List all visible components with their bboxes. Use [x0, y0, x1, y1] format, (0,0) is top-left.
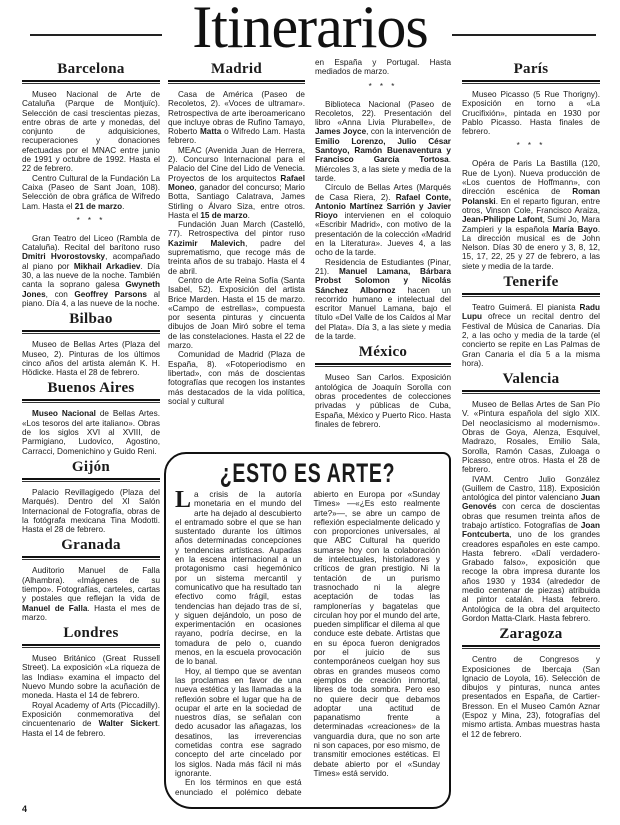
listing-paragraph: Círculo de Bellas Artes (Marqués de Casa Riera, 2). Rafael Conte, Antonio Martínez Sarrión y Javier Rioyo intervienen en el coloquio «Escribir Madrid», con motivo de la presentación de la colección «Madrid en la Literatura». Jueves 4, a las ocho de la tarde. [315, 183, 451, 258]
section-madrid [168, 60, 305, 406]
city-heading: Buenos Aires [47, 380, 135, 397]
column-2 [168, 58, 305, 406]
section-granada [22, 536, 160, 622]
listing-paragraph: Opéra de Paris La Bastilla (120, Rue de Lyon). Nueva producción de «Los cuentos de Hoffmann», con dirección escénica de Roman Polanski. En el reparto figuran, entre otros, Vinson Cole, Francisco Araiza, Jean-Philippe Lafont, Sumi Jo, Mara Zampieri y la española María Bayo. La dirección musical es de John Nelson. Días 30 de enero y 3, 8, 12, 15, 17, 22, 25 y 27 de febrero, a las siete y media de la tarde. [462, 159, 600, 271]
bold-name: Emilio Lorenzo, Julio César Santoyo, Ramón Buenaventura y Francisco García Tortosa [315, 136, 451, 165]
essay-paragraph: En los términos en que está enunciado el polémico debate abierto en Europa por «Sunday Times» —«¿Es esto realmente arte?»—, se abre un campo de reflexión especialmente delicado y con proporciones universales, al que ABC Cultural ha querido sumarse hoy con la colaboración de intelectuales, historiadores y críticos de gran prestigio. Ni la tentación de un purismo trasnochado ni la alegre aceptación de todas las ramplonerías y bagatelas que circulan hoy por el mundo del arte, pueden simplificar el dilema al que conduce este debate. Artistas que en su época fueron denigrados por el juicio de sus contemporáneos cuelgan hoy sus obras en grandes museos como ejemplos de creación inmortal, libres de toda sombra. Pero eso no quiere decir que debamos adoptar una actitud de papanatismo frente a determinadas «creaciones» de la vanguardia dura, que no son arte ni son capaces, por eso mismo, de transmitir emociones estéticas. El debate abierto por el «Sunday Times» está servido. [175, 490, 441, 797]
city-heading: Valencia [502, 371, 560, 388]
city-heading: Granada [61, 537, 121, 554]
title-rule-left [30, 34, 162, 36]
heading-rule [22, 399, 160, 403]
title-rule-right [452, 34, 596, 36]
city-heading: Bilbao [69, 311, 113, 328]
essay-title: ¿ESTO ES ARTE? [219, 458, 396, 488]
listing-paragraph: Gran Teatro del Liceo (Rambla de Cataluña). Recital del barítono ruso Dmitri Hvorostovsky, acompañado al piano por Mikhail Arkadiev. Día 30, a las nueve de la noche. También canta la soprano galesa Gwyneth Jones, con Geoffrey Parsons al piano. Día 4, a las nueve de la noche. [22, 233, 160, 308]
listing-paragraph: Biblioteca Nacional (Paseo de Recoletos, 22). Presentación del libro «Anna Livia Plurabelle», de James Joyce, con la intervención de Emilio Lorenzo, Julio César Santoyo, Ramón Buenaventura y Francisco García Tortosa. Miércoles 3, a las siete y media de la tarde. [315, 99, 452, 183]
heading-rule [462, 293, 600, 297]
heading-rule [462, 645, 600, 649]
separator: * * * [516, 141, 546, 151]
listing-paragraph: Comunidad de Madrid (Plaza de España, 8). «Fotoperiodismo en libertad», con más de doscientas fotografías que recogen los instantes más destacados de la vida política, social y cultural [168, 350, 305, 406]
city-heading: Barcelona [57, 61, 125, 77]
section-bilbao [22, 310, 160, 377]
listing-paragraph: Fundación Juan March (Castelló, 77). Retrospectiva del pintor ruso Kazimir Malevich, padre del suprematismo, que recoge más de treinta años de su trabajo. Hasta el 4 de abril. [168, 220, 305, 276]
essay-box [164, 452, 451, 809]
bold-name: 15 de marzo [200, 210, 248, 220]
heading-rule [22, 556, 160, 560]
section-gijón [22, 458, 160, 534]
listing-paragraph: Museo San Carlos. Exposición antológica de Joaquín Sorolla con obras procedentes de colecciones privadas y públicas de Cuba, España, México y Puerto Rico. Hasta finales de febrero. [315, 373, 451, 429]
listing-paragraph: Museo Nacional de Bellas Artes. «Los tesoros del arte italiano». Obras de los siglos XVI al XVIII, de Parmigiano, Ludovico, Agostino, Carracci, Domenichino y Guido Reni. [22, 409, 160, 456]
section-méxico [315, 343, 451, 429]
city-heading: México [358, 344, 408, 361]
listing-paragraph: Auditorio Manuel de Falla (Alhambra). «Imágenes de su tiempo». Fotografías, carteles, cartas y postales que reflejan la vida de Manuel de Falla. Hasta el mes de marzo. [22, 566, 160, 622]
section-londres [22, 624, 160, 738]
section-valencia [462, 370, 600, 623]
bold-name: María Bayo [552, 224, 598, 234]
listing-paragraph: Museo de Bellas Artes de San Pío V. «Pintura española del siglo XIX. Del neoclasicismo al modernismo». Obras de Goya, Alenza, Esquivel, Madrazo, Rosales, Emilio Sala, Sorolla, Ramón Casas, Zuloaga o Picasso, entre otros. Hasta el 28 de febrero. [462, 400, 600, 475]
section-barcelona [22, 60, 160, 308]
listing-paragraph: Centro Cultural de la Fundación La Caixa (Paseo de Sant Joan, 108). Selección de obra gráfica de Wifredo Lam. Hasta el 21 de marzo. [22, 173, 160, 211]
bold-name: Museo Nacional [32, 409, 96, 419]
listing-paragraph: MEAC (Avenida Juan de Herrera, 2). Concurso Internacional para el Palacio del Cine del Lido de Venecia. Proyectos de los arquitectos Rafael Moneo, ganador del concurso; Mario Botta, Santiago Calatrava, James Stirling o Álvaro Siza, entre otros. Hasta el 15 de marzo. [168, 145, 305, 220]
page-number: 4 [22, 804, 28, 814]
city-heading: París [513, 61, 549, 77]
bold-name: Juan Genovés [462, 493, 600, 512]
heading-rule [22, 478, 160, 482]
section-parís [462, 60, 600, 271]
listing-paragraph: Museo de Bellas Artes (Plaza del Museo, 2). Pinturas de los últimos cinco años del artista alemán K. H. Hödicke. Hasta el 28 de febrero. [22, 340, 160, 378]
essay-paragraph: Hoy, al tiempo que se aventan las proclamas en favor de una nueva estética y las llamadas a la reflexión sobre el lugar que ha de ocupar el arte en la sociedad de nuestros días, se señalan con dedo acusador las añagazas, los desatinos, las irreverencias cometidas contra ese sagrado concepto del arte cincelado por los siglos. Nada más fácil ni más ignorante. [175, 666, 302, 778]
bold-name: Jean-Philippe Lafont [462, 215, 543, 225]
bold-name: Matta [199, 127, 222, 137]
column-3 [315, 58, 451, 429]
bold-name: Dmitri Hvorostovsky [22, 252, 106, 262]
listing-paragraph: IVAM. Centro Julio González (Guillem de Castro, 118). Exposición antológica del pintor valenciano Juan Genovés con cerca de doscientas obras que resumen treinta años de trabajo artístico. Fotografías de Joan Fontcuberta, uno de los grandes creadores españoles en este campo. Hasta febrero. «Dalí verdadero-Grabado falso», exposición que recoge la obra impresa durante los años 1930 y 1934 (alrededor de medio centenar de piezas) atribuida al pintor catalán. Hasta febrero. Antológica de la obra del arquitecto Gordon Matta-Clark. Hasta febrero. [462, 474, 600, 623]
bold-name: Radu Lupu [462, 303, 600, 322]
listing-paragraph: Palacio Revillagigedo (Plaza del Marqués). Dentro del XI Salón Internacional de Fotografía, obras de la fotógrafa mexicana Tina Modotti. Hasta el 28 de febrero. [22, 487, 160, 535]
heading-rule [168, 80, 305, 84]
bold-name: Roman Polanski [462, 187, 600, 206]
column-4 [462, 58, 600, 739]
bold-name: Geoffrey Parsons [74, 289, 147, 299]
section-zaragoza [462, 625, 600, 739]
heading-rule [462, 390, 600, 394]
heading-rule [22, 644, 160, 648]
section-tenerife [462, 273, 600, 368]
bold-name: Manuel Lamana, Bárbara Probst Solomon y Nicolás Sánchez Albornoz [315, 266, 451, 295]
heading-rule [315, 363, 451, 367]
essay-paragraph: La crisis de la autoría monetaria en el mundo del arte ha dejado al descubierto el entramado sobre el que se han sustentado durante los últimos años determinadas concepciones y tendencias artísticas. Aupadas en la escena internacional a un protagonismo casi hegemónico por un sistema mercantil y comunicativo que ha resultado tan efectivo como frágil, estas tendencias han dejado tras de sí, y siguen dejándolo, un poso de experimentación en ocasiones rayano, podría decirse, en la tomadura de pelo o, cuando menos, en la escuela provocación de lo banal. [175, 487, 302, 667]
column-1 [22, 58, 160, 738]
listing-paragraph: en España y Portugal. Hasta mediados de marzo. [315, 58, 451, 77]
separator: * * * [368, 81, 398, 91]
listing-paragraph: Residencia de Estudiantes (Pinar, 21). Manuel Lamana, Bárbara Probst Solomon y Nicolás Sánchez Albornoz hacen un recorrido humano e intelectual del escritor Manuel Lamana, bajo el título «Del Valle de los Caídos al Mar del Plata». Día 3, a las siete y media de la tarde. [315, 257, 451, 342]
bold-name: Gwyneth Jones [22, 280, 160, 299]
bold-name: Joan Fontcuberta [462, 520, 600, 540]
bold-name: James Joyce [315, 127, 367, 137]
bold-name: Mikhail Arkadiev [73, 261, 141, 271]
heading-rule [22, 80, 160, 84]
city-heading: Zaragoza [499, 626, 563, 643]
city-heading: Londres [63, 625, 119, 642]
bold-name: Walter Sickert [98, 719, 158, 729]
bold-name: Rafael Moneo [168, 173, 305, 192]
listing-paragraph: Royal Academy of Arts (Piccadilly). Exposición conmemorativa del cincuentenario de Walter Sickert. Hasta el 14 de febrero. [22, 700, 160, 738]
listing-paragraph: Centro de Arte Reina Sofía (Santa Isabel, 52). Exposición del artista Brice Marden. Hasta el 15 de marzo. «Campo de estrellas», compuesta por sesenta pinturas y cincuenta dibujos de Joan Miró sobre el tema de las constelaciones. Hasta el 22 de marzo. [168, 275, 305, 351]
listing-paragraph: Centro de Congresos y Exposiciones de Ibercaja (San Ignacio de Loyola, 16). Selección de dibujos y pinturas, nunca antes presentados en España, de Cartier-Bresson. En el Museo Camón Aznar (Espoz y Mina, 23), fotografías del mismo artista. Ambas muestras hasta el 12 de febrero. [462, 655, 600, 739]
listing-paragraph: Museo Británico (Great Russell Street). La exposición «La riqueza de las Indias» examina el impacto del Nuevo Mundo sobre la acuñación de moneda. Hasta el 14 de febrero. [22, 654, 160, 701]
heading-rule [22, 330, 160, 334]
bold-name: 21 de marzo [74, 201, 123, 211]
heading-rule [462, 80, 600, 84]
city-heading: Gijón [71, 458, 111, 475]
listing-paragraph: Teatro Guimerá. El pianista Radu Lupu ofrece un recital dentro del Festival de Música de Canarias. Día 2, a las ocho y media de la tarde (el concierto se repite en Las Palmas de Gran Canaria el día 5 a la misma hora). [462, 303, 600, 368]
bold-name: Kazimir Malevich [168, 238, 246, 248]
listing-paragraph: Casa de América (Paseo de Recoletos, 2). «Voces de ultramar». Retrospectiva de arte iberoamericano que incluye obras de Rufino Tamayo, Roberto Matta o Wifredo Lam. Hasta febrero. [168, 90, 305, 146]
listing-paragraph: Museo Picasso (5 Rue Thorigny). Exposición en torno a «La Crucifixión», pintada en 1930 por Pablo Picasso. Hasta finales de febrero. [462, 90, 600, 137]
separator: * * * [76, 215, 106, 225]
city-heading: Tenerife [503, 274, 559, 291]
essay-body [175, 487, 441, 797]
page-title: Itinerarios [192, 0, 428, 60]
section-buenos-aires [22, 379, 160, 455]
city-heading: Madrid [211, 61, 262, 77]
listing-paragraph: Museo Nacional de Arte de Cataluña (Parque de Montjuïc). Selección de casi trescientas piezas, entre obras de arte y monedas, del conjunto de adquisiciones, recuperaciones y donaciones efectuadas por el MNAC entre junio de 1991 y octubre de 1992. Hasta el 22 de febrero. [22, 90, 160, 174]
bold-name: Manuel de Falla [22, 603, 88, 613]
bold-name: Rafael Conte, Antonio Martínez Sarrión y Javier Rioyo [315, 192, 451, 221]
section-continued [315, 58, 451, 341]
